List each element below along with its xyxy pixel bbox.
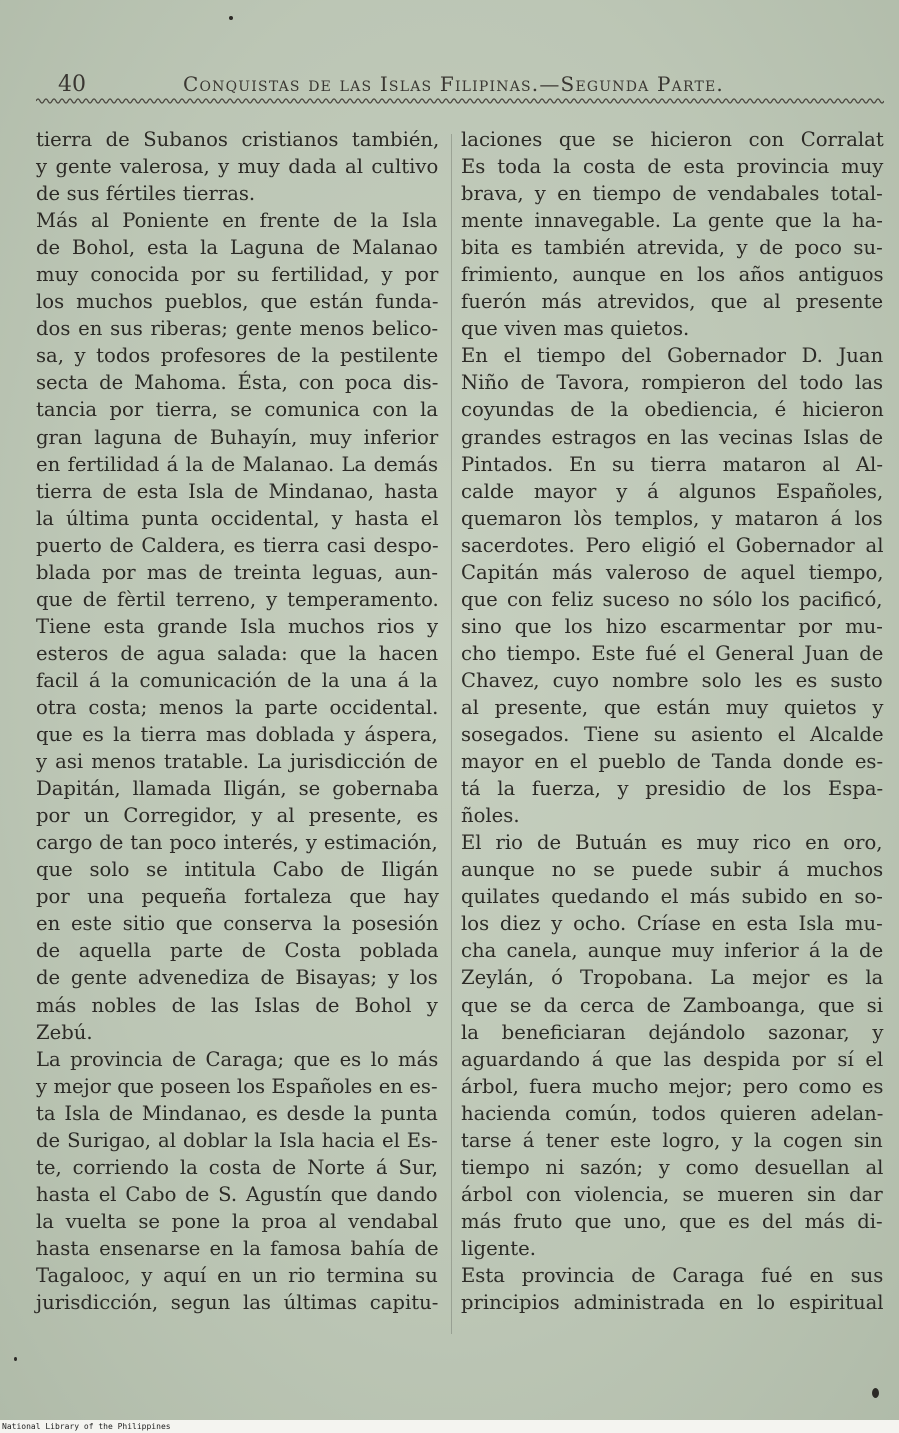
right-column-line: hacienda común, todos quieren adelan-: [461, 1101, 884, 1125]
left-column-line: en este sitio que conserva la posesión: [36, 912, 439, 936]
right-column-line: que viven mas quietos.: [461, 317, 690, 341]
left-column-line: que de fèrtil terreno, y temperamento.: [36, 587, 439, 611]
right-column-line: sino que los hizo escarmentar por mu-: [461, 614, 883, 638]
right-column-line: la beneficiaran dejándolo sazonar, y: [461, 1020, 884, 1044]
left-column-line: cargo de tan poco interés, y estimación,: [36, 831, 438, 855]
right-column-line: los diez y ocho. Críase en esta Isla mu-: [461, 912, 883, 936]
right-column-line: brava, y en tiempo de vendabales total-: [461, 182, 883, 206]
right-column-line: Chavez, cuyo nombre solo les es susto: [461, 668, 883, 692]
right-column-line: aguardando á que las despida por sí el: [461, 1047, 884, 1071]
left-column-line: y gente valerosa, y muy dada al cultivo: [36, 155, 439, 179]
column-divider: [451, 134, 452, 1334]
right-column-line: que con feliz suceso no sólo los pacificó,: [461, 587, 883, 611]
right-column-line: árbol con violencia, se mueren sin dar: [461, 1182, 883, 1206]
left-column-line: que solo se intitula Cabo de Iligán: [36, 858, 439, 882]
right-column-line: sacerdotes. Pero eligió el Gobernador al: [461, 533, 884, 557]
left-column-line: por un Corregidor, y al presente, es: [36, 804, 439, 828]
right-column-line: Niño de Tavora, rompieron del todo las: [461, 371, 884, 395]
left-column-line: otra costa; menos la parte occidental.: [36, 695, 439, 719]
left-column-line: muy conocida por su fertilidad, y por: [36, 263, 439, 287]
right-column-line: sosegados. Tiene su asiento el Alcalde: [461, 723, 884, 747]
left-column-line: Zebú.: [36, 1020, 93, 1044]
right-column-line: ligente.: [461, 1236, 536, 1260]
left-column-line: gran laguna de Buhayín, muy inferior: [36, 425, 439, 449]
right-column-line: El rio de Butuán es muy rico en oro,: [461, 831, 883, 855]
ink-speck-bottom-right: [872, 1388, 879, 1398]
left-column-line: en fertilidad á la de Malanao. La demás: [36, 452, 439, 476]
right-column-line: Capitán más valeroso de aquel tiempo,: [461, 560, 884, 584]
right-column-line: al presente, que están muy quietos y: [461, 695, 884, 719]
right-column-line: Es toda la costa de esta provincia muy: [461, 155, 884, 179]
left-column-line: la vuelta se pone la proa al vendabal: [36, 1209, 439, 1233]
left-column-line: puerto de Caldera, es tierra casi despo-: [36, 533, 439, 557]
left-column-line: que es la tierra mas doblada y áspera,: [36, 723, 438, 747]
left-column-line: de gente advenediza de Bisayas; y los: [36, 966, 438, 990]
right-column-line: quilates quedando el más subido en so-: [461, 885, 883, 909]
left-column-line: sa, y todos profesores de la pestilente: [36, 344, 439, 368]
left-column-line: Tagalooc, y aquí en un rio termina su: [36, 1263, 438, 1287]
left-column-line: te, corriendo la costa de Norte á Sur,: [36, 1155, 439, 1179]
left-column-line: por una pequeña fortaleza que hay: [36, 885, 439, 909]
running-title: Conquistas de las Islas Filipinas.—Segunda Parte.: [183, 72, 724, 96]
left-column-line: Dapitán, llamada Iligán, se gobernaba: [36, 777, 439, 801]
right-column-line: En el tiempo del Gobernador D. Juan: [461, 344, 884, 368]
left-column-line: jurisdicción, segun las últimas capitu-: [36, 1291, 439, 1315]
left-column-line: secta de Mahoma. Ésta, con poca dis-: [36, 371, 439, 395]
right-column-line: árbol, fuera mucho mejor; pero como es: [461, 1074, 884, 1098]
right-column-line: tá la fuerza, y presidio de los Espa-: [461, 777, 884, 801]
left-column-line: tierra de Subanos cristianos también,: [36, 128, 440, 151]
left-column-line: de aquella parte de Costa poblada: [36, 939, 439, 963]
left-column-line: de Bohol, esta la Laguna de Malanao: [36, 236, 438, 260]
right-column-line: cha canela, aunque muy inferior á la de: [461, 939, 884, 963]
right-column-line: tarse á tener este logro, y la cogen sin: [461, 1128, 883, 1152]
left-column-line: de Surigao, al doblar la Isla hacia el Es-: [36, 1128, 438, 1152]
text-column-right: [461, 126, 885, 1316]
ink-speck-bottom-left: [14, 1357, 17, 1361]
right-column-line: Pintados. En su tierra mataron al Al-: [461, 452, 883, 476]
right-column-line: calde mayor y á algunos Españoles,: [461, 479, 884, 503]
left-column-line: ta Isla de Mindanao, es desde la punta: [36, 1101, 438, 1125]
left-column-line: esteros de agua salada: que la hacen: [36, 641, 439, 665]
right-column-line: coyundas de la obediencia, é hicieron: [461, 398, 884, 422]
left-column-line: tancia por tierra, se comunica con la: [36, 398, 439, 422]
left-column-line: y asi menos tratable. La jurisdicción de: [36, 750, 438, 774]
left-column-line: los muchos pueblos, que están funda-: [36, 290, 439, 314]
right-column-line: grandes estragos en las vecinas Islas de: [461, 425, 884, 449]
right-column-line: mente innavegable. La gente que la ha-: [461, 209, 883, 233]
left-column-line: hasta el Cabo de S. Agustín que dando: [36, 1182, 438, 1206]
left-column-line: dos en sus riberas; gente menos belico-: [36, 317, 439, 341]
left-column-line: la última punta occidental, y hasta el: [36, 506, 439, 530]
right-column-line: cho tiempo. Este fué el General Juan de: [461, 641, 884, 665]
right-column-line: quemaron lòs templos, y mataron á los: [461, 506, 883, 530]
right-column-line: fuerón más atrevidos, que al presente: [461, 290, 884, 314]
page-number: 40: [58, 72, 86, 97]
right-column-line: principios administrada en lo espiritual: [461, 1291, 884, 1315]
ornamental-wavy-rule: [36, 96, 884, 106]
right-column-line: aunque no se puede subir á muchos: [461, 858, 884, 882]
right-column-line: que se da cerca de Zamboanga, que si: [461, 993, 884, 1017]
left-column-line: Más al Poniente en frente de la Isla: [36, 209, 438, 233]
right-column-line: Esta provincia de Caraga fué en sus: [461, 1263, 884, 1287]
left-column-line: Tiene esta grande Isla muchos rios y: [36, 614, 439, 638]
right-column-line: más fruto que uno, que es del más di-: [461, 1209, 883, 1233]
left-column-line: hasta ensenarse en la famosa bahía de: [36, 1236, 439, 1260]
left-column-line: La provincia de Caraga; que es lo más: [36, 1047, 439, 1071]
left-column-line: más nobles de las Islas de Bohol y: [36, 993, 438, 1017]
left-column-line: tierra de esta Isla de Mindanao, hasta: [36, 479, 439, 503]
left-column-line: de sus fértiles tierras.: [36, 182, 256, 206]
left-column-line: y mejor que poseen los Españoles en es-: [36, 1074, 438, 1098]
right-column-line: Zeylán, ó Tropobana. La mejor es la: [461, 966, 884, 990]
right-column-line: laciones que se hicieron con Corralat: [461, 128, 884, 151]
left-column-line: blada por mas de treinta leguas, aun-: [36, 560, 439, 584]
right-column-line: mayor en el pueblo de Tanda donde es-: [461, 750, 884, 774]
right-column-line: bita es también atrevida, y de poco su-: [461, 236, 883, 260]
left-column-line: facil á la comunicación de la una á la: [36, 668, 438, 692]
text-column-left: [36, 126, 440, 1316]
library-credit: National Library of the Philippines: [2, 1422, 171, 1431]
ink-speck-top: [229, 16, 233, 20]
right-column-line: tiempo ni sazón; y como desuellan al: [461, 1155, 884, 1179]
right-column-line: ñoles.: [461, 804, 520, 828]
right-column-line: frimiento, aunque en los años antiguos: [461, 263, 884, 287]
